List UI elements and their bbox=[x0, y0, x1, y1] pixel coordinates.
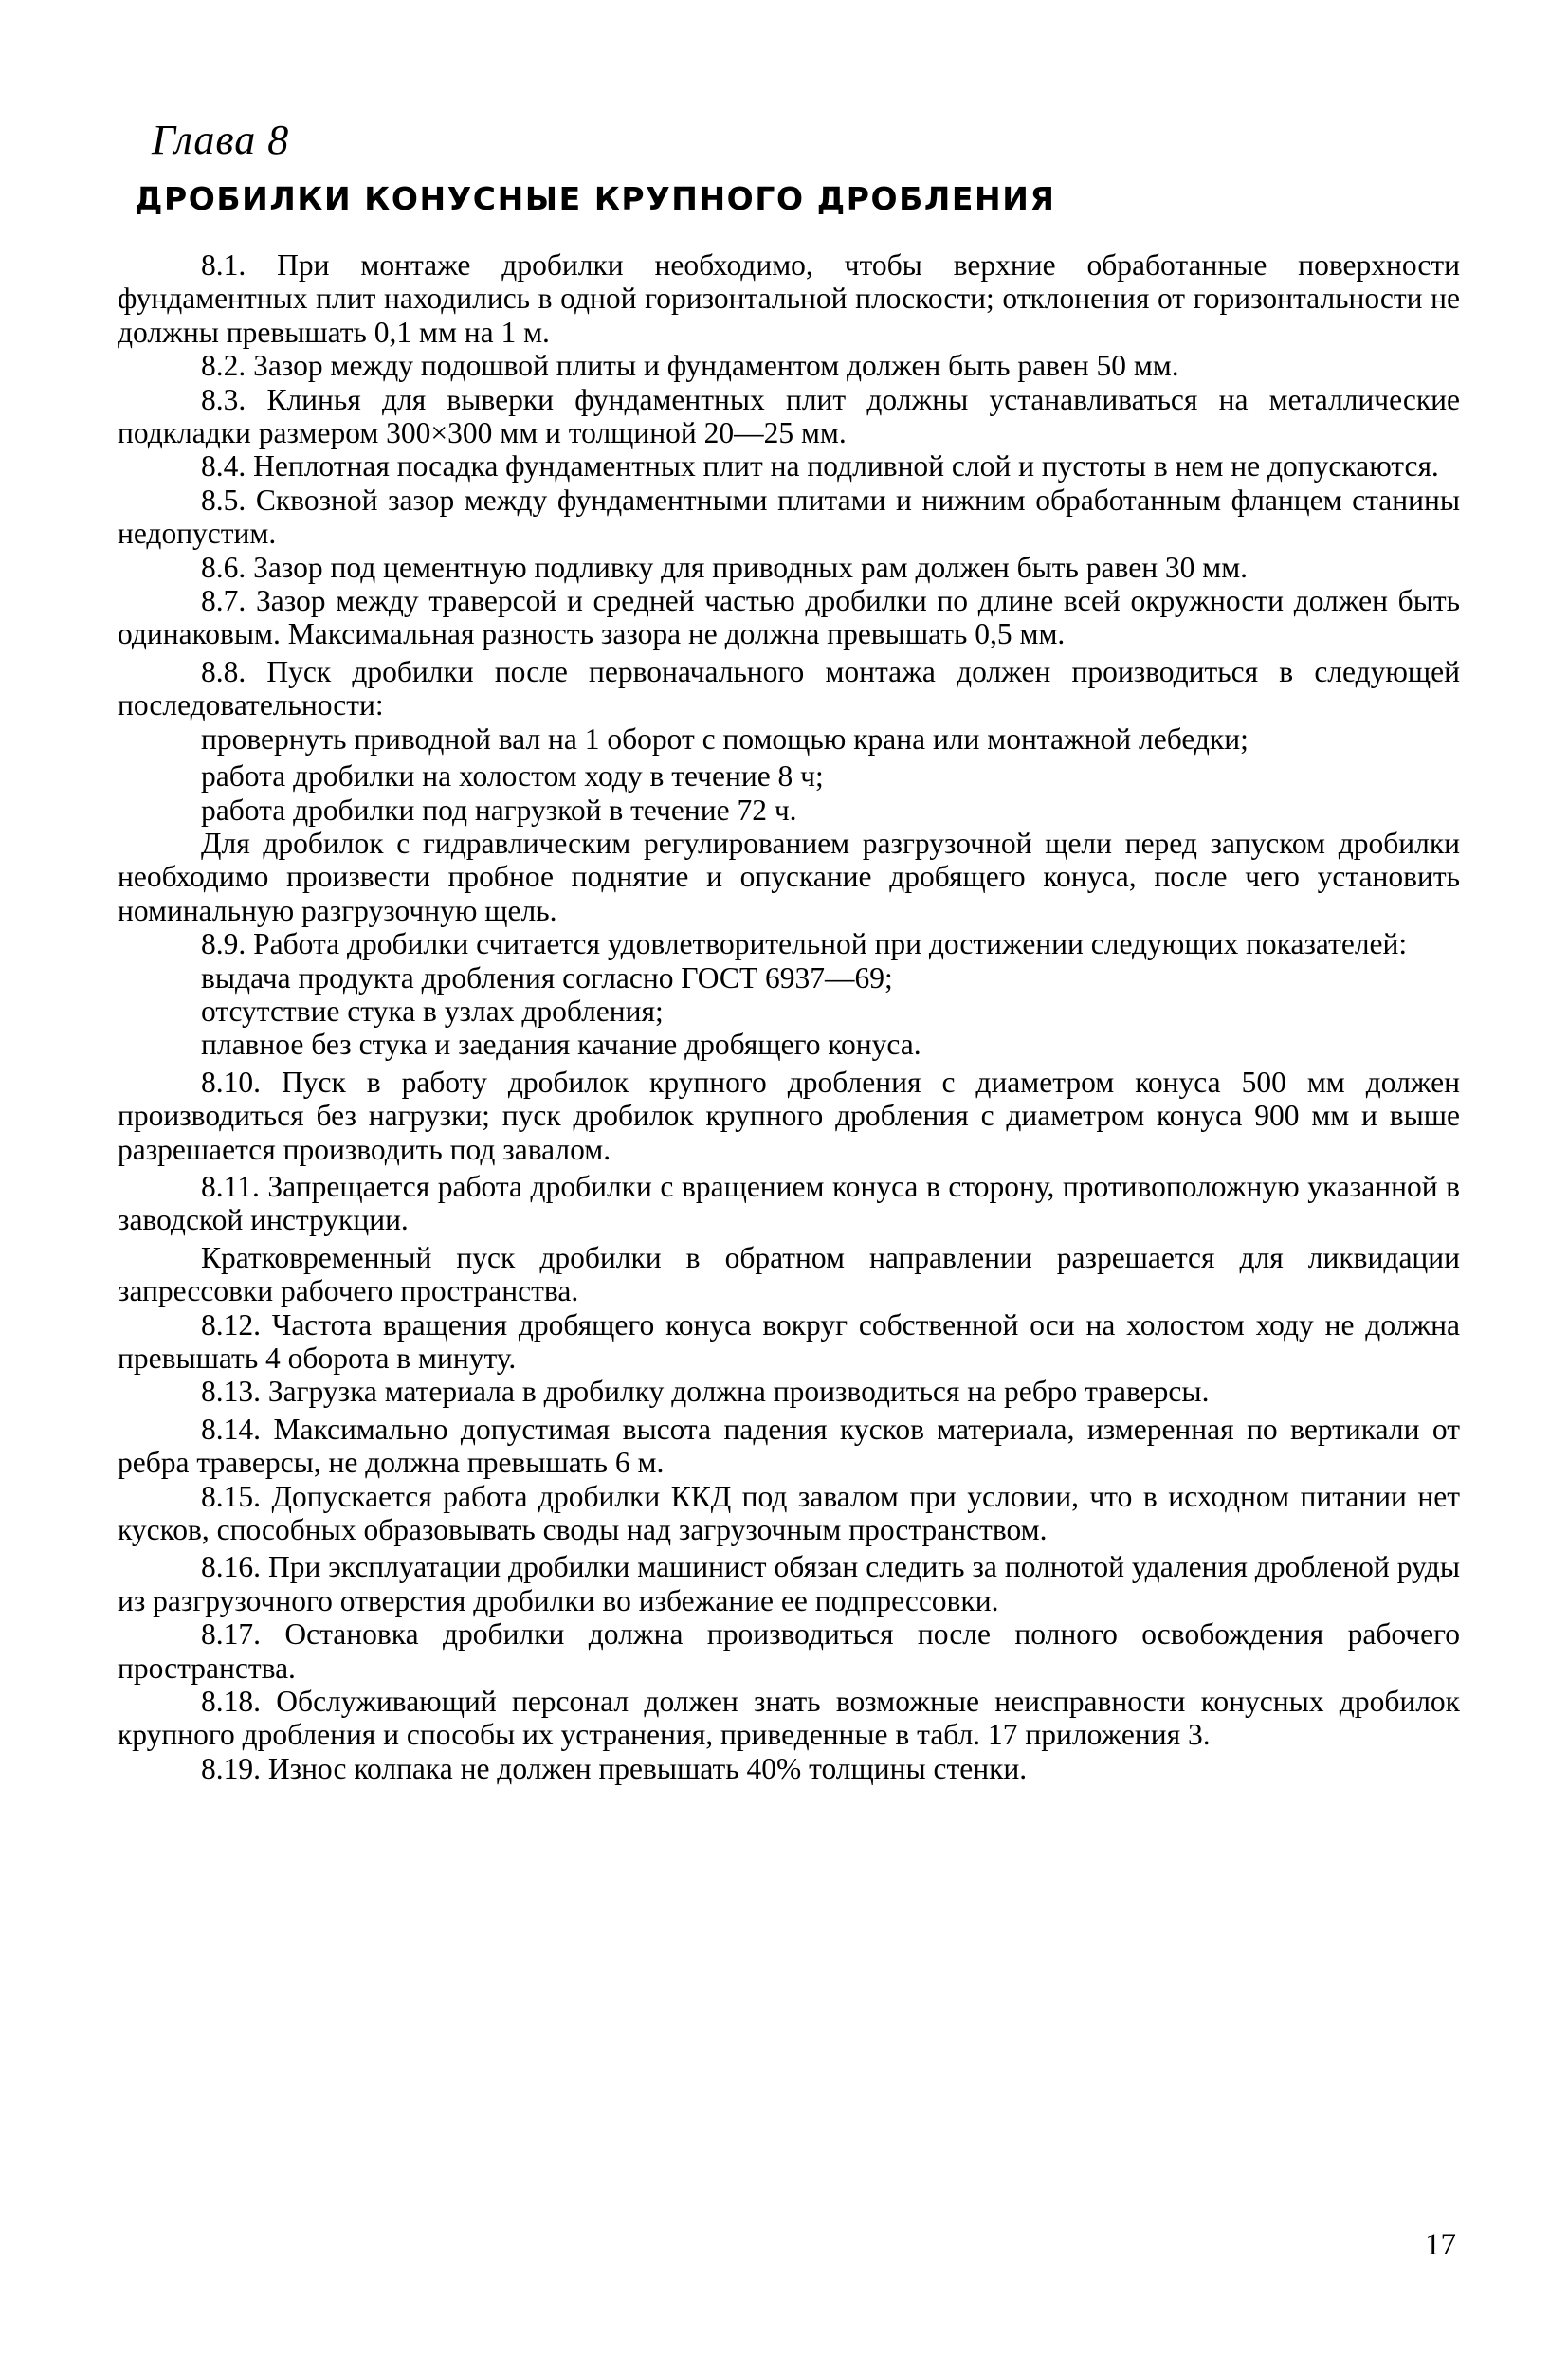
paragraph-8-11: 8.11. Запрещается работа дробилки с вращением конуса в сторону, противоположную указанной в заводской инструкции. bbox=[118, 1169, 1460, 1237]
paragraph-8-2: 8.2. Зазор между подошвой плиты и фундаментом должен быть равен 50 мм. bbox=[201, 349, 1179, 383]
paragraph-8-13: 8.13. Загрузка материала в дробилку должна производиться на ребро траверсы. bbox=[201, 1375, 1210, 1409]
paragraph-8-5: 8.5. Сквозной зазор между фундаментными плитами и нижним обработанным фланцем станины недопустим. bbox=[118, 483, 1460, 551]
list-item: плавное без стука и заедания качание дробящего конуса. bbox=[201, 1028, 921, 1062]
list-item: выдача продукта дробления согласно ГОСТ 6937—69; bbox=[201, 960, 893, 995]
paragraph-8-10: 8.10. Пуск в работу дробилок крупного дробления с диаметром конуса 500 мм должен производиться без нагрузки; пуск дробилок крупного дробления с диаметром конуса 900 мм и выше разрешается производить под завалом. bbox=[118, 1065, 1460, 1166]
paragraph-8-19: 8.19. Износ колпака не должен превышать 40% толщины стенки. bbox=[201, 1751, 1028, 1785]
list-item: работа дробилки под нагрузкой в течение 72 ч. bbox=[201, 793, 797, 827]
chapter-title: ДРОБИЛКИ КОНУСНЫЕ КРУПНОГО ДРОБЛЕНИЯ bbox=[135, 180, 1056, 217]
paragraph-8-12: 8.12. Частота вращения дробящего конуса вокруг собственной оси на холостом ходу не должна превышать 4 оборота в минуту. bbox=[118, 1307, 1460, 1375]
list-item: отсутствие стука в узлах дробления; bbox=[201, 994, 664, 1028]
paragraph-8-8: 8.8. Пуск дробилки после первоначального монтажа должен производиться в следующей последовательности: bbox=[118, 654, 1460, 722]
paragraph-8-1: 8.1. При монтаже дробилки необходимо, чтобы верхние обработанные поверхности фундаментных плит находились в одной горизонтальной плоскости; отклонения от горизонтальности не должны превышать 0,1 мм на 1 м. bbox=[118, 248, 1460, 349]
chapter-label: Глава 8 bbox=[152, 117, 290, 163]
paragraph-8-18: 8.18. Обслуживающий персонал должен знать возможные неисправности конусных дробилок крупного дробления и способы их устранения, приведенные в табл. 17 приложения 3. bbox=[118, 1685, 1460, 1752]
paragraph-reverse-start: Кратковременный пуск дробилки в обратном направлении разрешается для ликвидации запрессовки рабочего пространства. bbox=[118, 1240, 1460, 1308]
paragraph-8-6: 8.6. Зазор под цементную подливку для приводных рам должен быть равен 30 мм. bbox=[201, 550, 1249, 584]
list-item: работа дробилки на холостом ходу в течение 8 ч; bbox=[201, 759, 824, 794]
list-item: провернуть приводной вал на 1 оборот с помощью крана или монтажной лебедки; bbox=[201, 721, 1249, 756]
paragraph-hydraulic: Для дробилок с гидравлическим регулированием разгрузочной щели перед запуском дробилки необходимо произвести пробное поднятие и опускание дробящего конуса, после чего установить номинальную разгрузочную щель. bbox=[118, 826, 1460, 927]
paragraph-8-14: 8.14. Максимально допустимая высота падения кусков материала, измеренная по вертикали от ребра траверсы, не должна превышать 6 м. bbox=[118, 1412, 1460, 1480]
paragraph-8-3: 8.3. Клинья для выверки фундаментных плит должны устанавливаться на металлические подкладки размером 300×300 мм и толщиной 20—25 мм. bbox=[118, 382, 1460, 450]
body-text bbox=[118, 248, 1460, 1785]
paragraph-8-15: 8.15. Допускается работа дробилки ККД под завалом при условии, что в исходном питании нет кусков, способных образовывать своды над загрузочным пространством. bbox=[118, 1479, 1460, 1547]
paragraph-8-9: 8.9. Работа дробилки считается удовлетворительной при достижении следующих показателей: bbox=[201, 927, 1408, 961]
paragraph-8-16: 8.16. При эксплуатации дробилки машинист обязан следить за полнотой удаления дробленой руды из разгрузочного отверстия дробилки во избежание ее подпрессовки. bbox=[118, 1550, 1460, 1617]
paragraph-8-7: 8.7. Зазор между траверсой и средней частью дробилки по длине всей окружности должен быть одинаковым. Максимальная разность зазора не должна превышать 0,5 мм. bbox=[118, 584, 1460, 651]
paragraph-8-4: 8.4. Неплотная посадка фундаментных плит на подливной слой и пустоты в нем не допускаются. bbox=[201, 449, 1439, 484]
paragraph-8-17: 8.17. Остановка дробилки должна производиться после полного освобождения рабочего пространства. bbox=[118, 1617, 1460, 1685]
page-number: 17 bbox=[1425, 2228, 1456, 2262]
